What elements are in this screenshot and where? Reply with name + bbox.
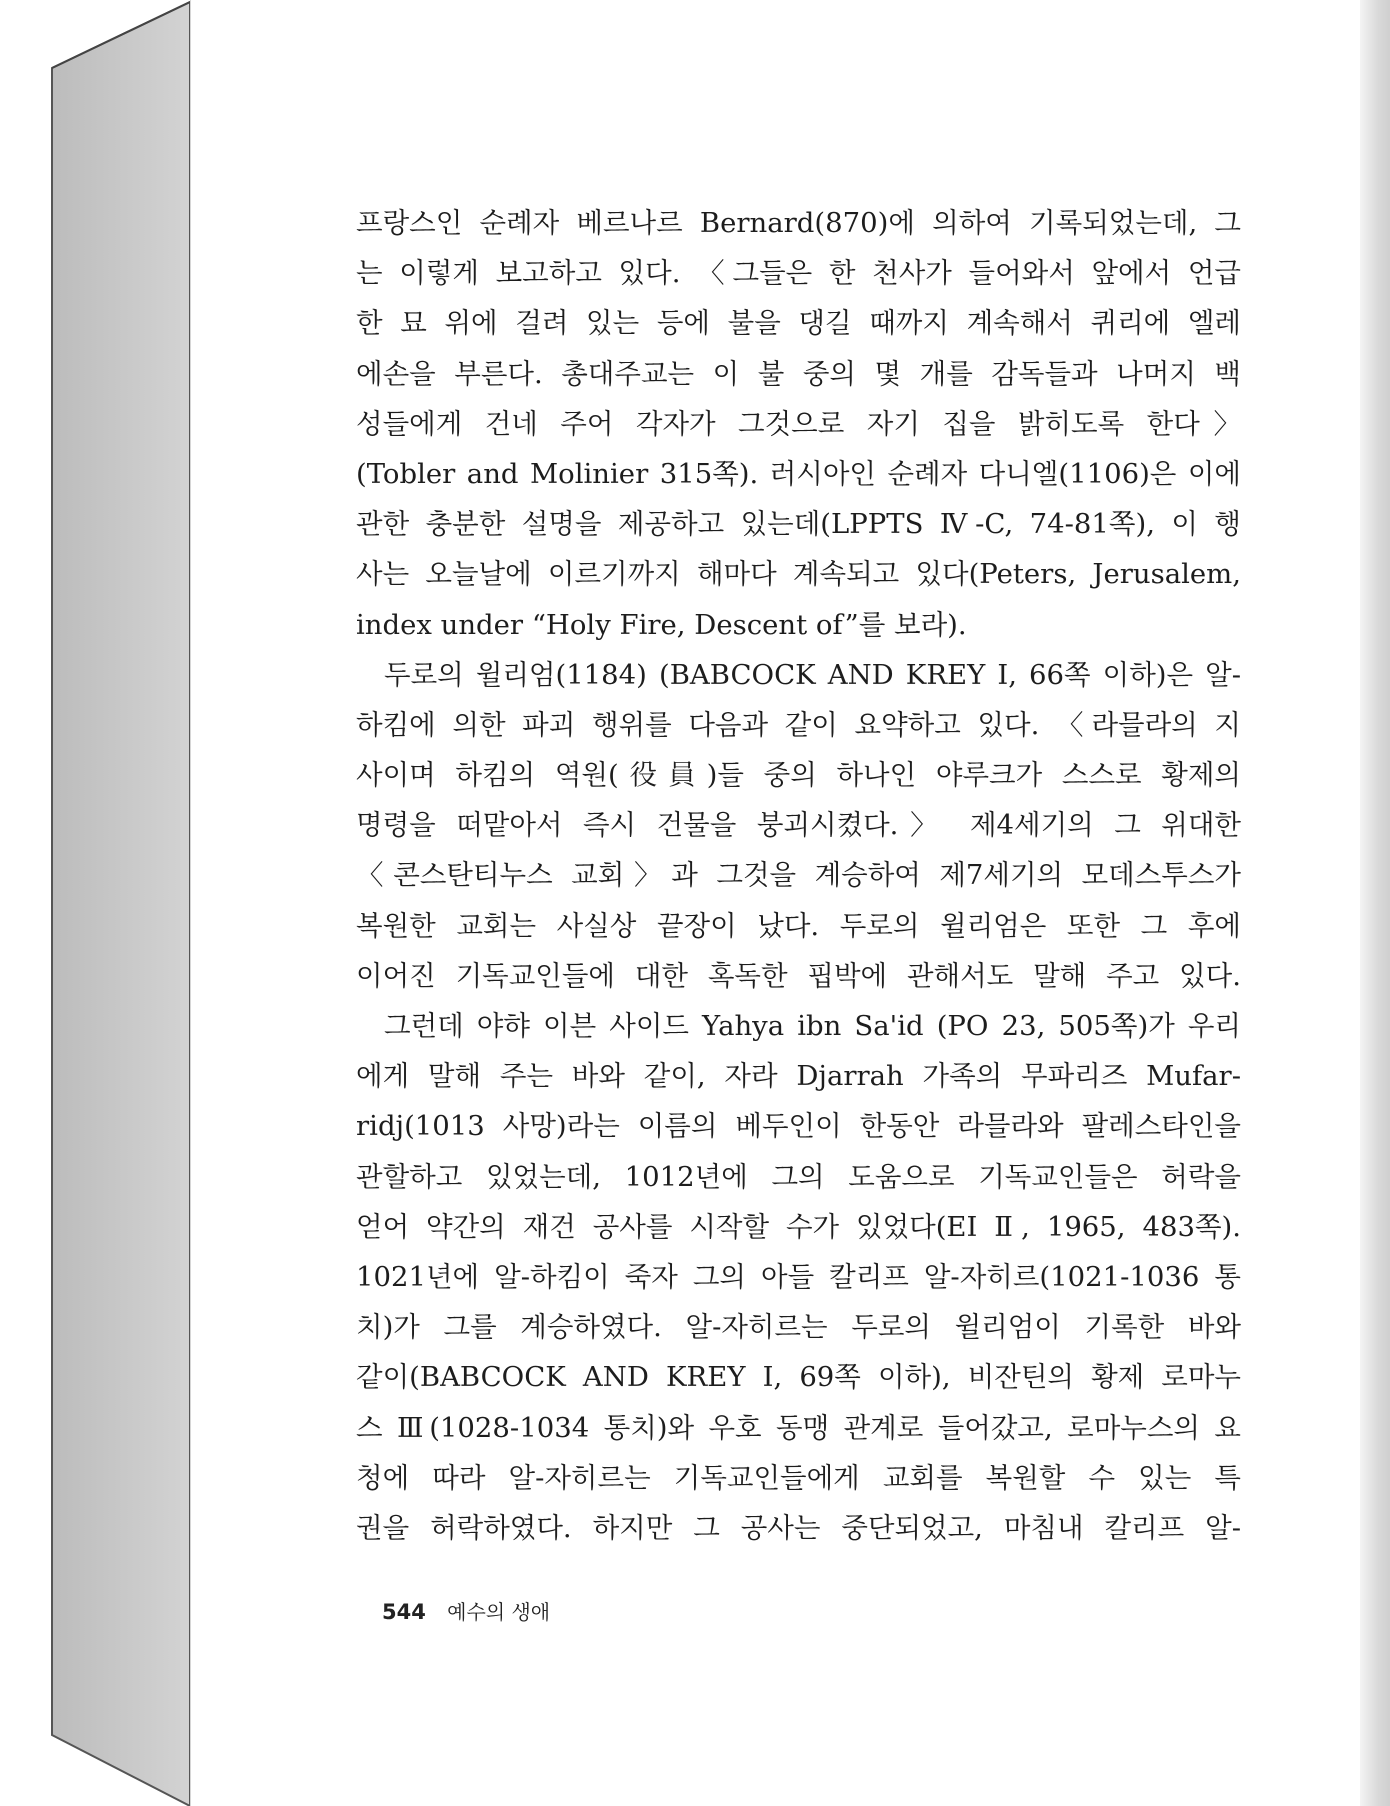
text-line: 그런데 야햐 이븐 사이드 Yahya ibn Sa'id (PO 23, 505쪽)가 우리: [384, 1010, 1241, 1042]
text-line: 1021년에 알-하킴이 죽자 그의 아들 칼리프 알-자히르(1021-1036 통: [356, 1260, 1241, 1293]
text-line: 한 묘 위에 걸려 있는 등에 불을 댕길 때까지 계속해서 퀴리에 엘레: [356, 307, 1241, 340]
text-line: 치)가 그를 계승하였다. 알-자히르는 두로의 윌리엄이 기록한 바와: [356, 1311, 1241, 1344]
text-line: index under “Holy Fire, Descent of”를 보라).: [356, 608, 967, 641]
page-number: 544: [382, 1600, 426, 1624]
text-line: 두로의 윌리엄(1184) (BABCOCK AND KREY I, 66쪽 이하)은 알-: [384, 658, 1241, 691]
page-footer: [382, 1596, 550, 1625]
text-line: (Tobler and Molinier 315쪽). 러시아인 순례자 다니엘(1106)은 이에: [356, 457, 1241, 490]
text-line: 같이(BABCOCK AND KREY I, 69쪽 이하), 비잔틴의 황제 로마누: [356, 1361, 1241, 1394]
text-line: 사이며 하킴의 역원(役員)들 중의 하나인 야루크가 스스로 황제의: [356, 759, 1241, 792]
text-line: 관한 충분한 설명을 제공하고 있는데(LPPTS Ⅳ-C, 74-81쪽), 이 행: [356, 508, 1241, 541]
text-line: ridj(1013 사망)라는 이름의 베두인이 한동안 라믈라와 팔레스타인을: [356, 1110, 1241, 1143]
text-line: 하킴에 의한 파괴 행위를 다음과 같이 요약하고 있다. 〈라믈라의 지: [356, 708, 1241, 741]
text-line: 는 이렇게 보고하고 있다. 〈그들은 한 천사가 들어와서 앞에서 언급: [356, 257, 1241, 290]
text-line: 에게 말해 주는 바와 같이, 자라 Djarrah 가족의 무파리즈 Mufar-: [356, 1060, 1241, 1093]
text-line: 〈콘스탄티누스 교회〉과 그것을 계승하여 제7세기의 모데스투스가: [356, 859, 1241, 892]
text-line: 에손을 부른다. 총대주교는 이 불 중의 몇 개를 감독들과 나머지 백: [356, 357, 1241, 390]
text-line: 명령을 떠맡아서 즉시 건물을 붕괴시켰다.〉 제4세기의 그 위대한: [356, 809, 1241, 842]
text-line: 스 Ⅲ(1028-1034 통치)와 우호 동맹 관계로 들어갔고, 로마누스의 요: [356, 1411, 1241, 1444]
text-line: 성들에게 건네 주어 각자가 그것으로 자기 집을 밝히도록 한다〉: [356, 407, 1241, 440]
book-thickness-edge: [0, 0, 200, 1806]
text-line: 관할하고 있었는데, 1012년에 그의 도움으로 기독교인들은 허락을: [356, 1160, 1241, 1193]
page-right-edge-shadow: [1360, 0, 1390, 1806]
text-line: 사는 오늘날에 이르기까지 해마다 계속되고 있다(Peters, Jerusalem,: [356, 558, 1241, 591]
text-line: 권을 허락하였다. 하지만 그 공사는 중단되었고, 마침내 칼리프 알-: [356, 1511, 1241, 1544]
text-line: 얻어 약간의 재건 공사를 시작할 수가 있었다(EI Ⅱ, 1965, 483쪽).: [356, 1210, 1241, 1243]
text-line: 복원한 교회는 사실상 끝장이 났다. 두로의 윌리엄은 또한 그 후에: [356, 909, 1241, 942]
running-title: 예수의 생애: [447, 1600, 551, 1624]
text-line: 프랑스인 순례자 베르나르 Bernard(870)에 의하여 기록되었는데, 그: [356, 207, 1241, 239]
text-line: 이어진 기독교인들에 대한 혹독한 핍박에 관해서도 말해 주고 있다.: [356, 959, 1241, 992]
text-line: 청에 따라 알-자히르는 기독교인들에게 교회를 복원할 수 있는 특: [356, 1461, 1241, 1494]
body-text: [356, 198, 1241, 1553]
